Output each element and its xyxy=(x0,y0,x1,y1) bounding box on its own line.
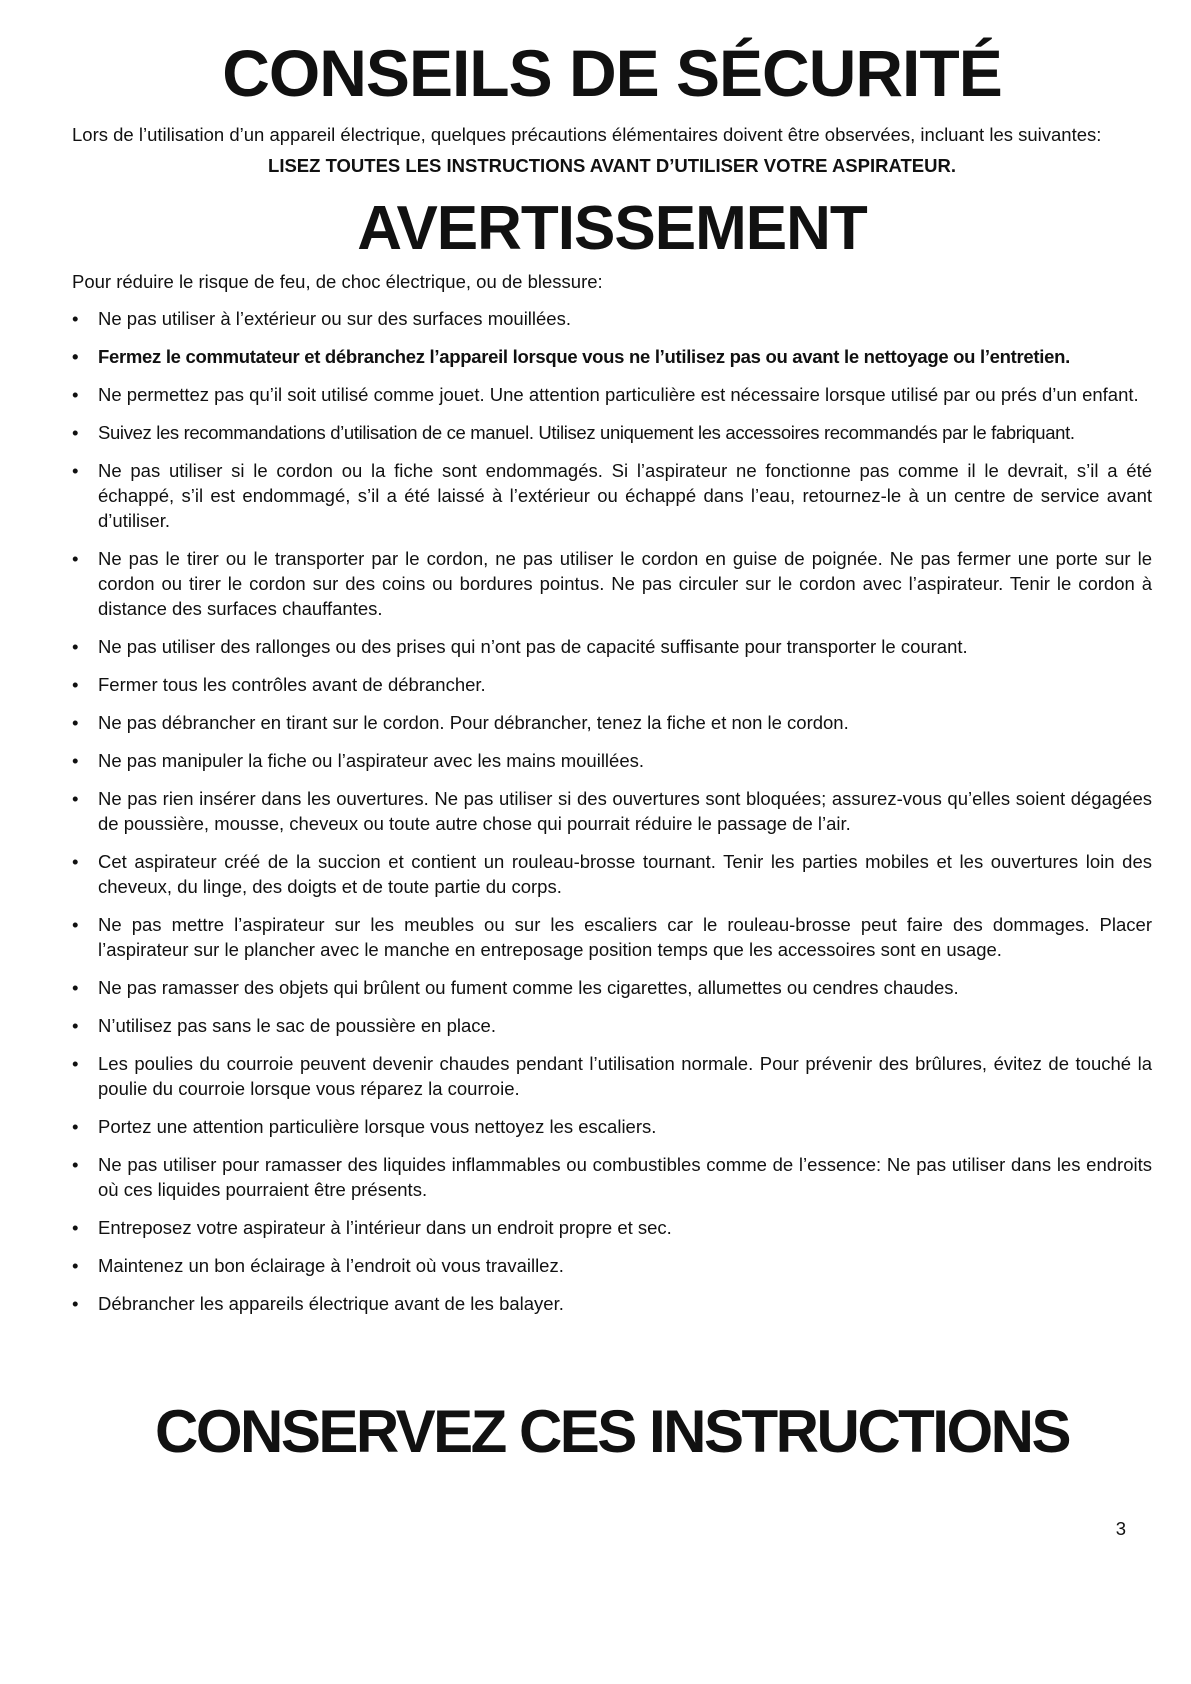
bullet-icon: • xyxy=(72,1015,79,1036)
bullet-icon: • xyxy=(72,851,79,872)
bullet-icon: • xyxy=(72,422,79,443)
list-item xyxy=(72,546,1152,621)
list-item xyxy=(72,912,1152,962)
list-item-text: Maintenez un bon éclairage à l’endroit où vous travaillez. xyxy=(98,1255,564,1276)
read-all-instructions: LISEZ TOUTES LES INSTRUCTIONS AVANT D’UTILISER VOTRE ASPIRATEUR. xyxy=(268,155,956,176)
list-item-text: Ne pas manipuler la fiche ou l’aspirateur avec les mains mouillées. xyxy=(98,750,645,771)
list-item-text: Les poulies du courroie peuvent devenir chaudes pendant l’utilisation normale. Pour prévenir des brûlures, évitez de touché la poulie du courroie lorsque vous réparez la courroie. xyxy=(98,1053,1152,1099)
list-item-text: Ne pas rien insérer dans les ouvertures. Ne pas utiliser si des ouvertures sont bloquées; assurez-vous qu’elles soient dégagées de poussière, mousse, cheveux ou toute autre chose qui pourrait réduire le passage de l’air. xyxy=(98,788,1152,834)
list-item-text: Fermez le commutateur et débranchez l’appareil lorsque vous ne l’utilisez pas ou avant le nettoyage ou l’entretien. xyxy=(98,346,1070,367)
list-item xyxy=(72,1152,1152,1202)
bullet-icon: • xyxy=(72,1255,79,1276)
list-item-text: Ne pas utiliser si le cordon ou la fiche sont endommagés. Si l’aspirateur ne fonctionne pas comme il le devrait, s’il a été échappé, s’il est endommagé, s’il a été laissé à l’extérieur ou échappé dans l’eau, retournez-le à un centre de service avant d’utiliser. xyxy=(98,460,1152,531)
list-item xyxy=(72,344,1152,369)
list-item-text: Débrancher les appareils électrique avant de les balayer. xyxy=(98,1293,564,1314)
list-item-text: Ne pas mettre l’aspirateur sur les meubles ou sur les escaliers car le rouleau-brosse peut faire des dommages. Placer l’aspirateur sur le plancher avec le manche en entreposage position temps que les accessoires sont en usage. xyxy=(98,914,1152,960)
list-item-text: Entreposez votre aspirateur à l’intérieur dans un endroit propre et sec. xyxy=(98,1217,672,1238)
list-item-text: Cet aspirateur créé de la succion et contient un rouleau-brosse tournant. Tenir les parties mobiles et les ouvertures loin des cheveux, du linge, des doigts et de toute partie du corps. xyxy=(98,851,1152,897)
list-item xyxy=(72,748,1152,773)
list-item xyxy=(72,975,1152,1000)
list-item-text: N’utilisez pas sans le sac de poussière en place. xyxy=(98,1015,496,1036)
list-item xyxy=(72,382,1152,407)
bullet-icon: • xyxy=(72,548,79,569)
bullet-icon: • xyxy=(72,308,79,329)
bullet-icon: • xyxy=(72,384,79,405)
list-item-text: Fermer tous les contrôles avant de débrancher. xyxy=(98,674,486,695)
bullet-icon: • xyxy=(72,1053,79,1074)
list-item xyxy=(72,1013,1152,1038)
bullet-icon: • xyxy=(72,460,79,481)
list-item xyxy=(72,1215,1152,1240)
bullet-icon: • xyxy=(72,1154,79,1175)
list-item xyxy=(72,710,1152,735)
keep-instructions-title: CONSERVEZ CES INSTRUCTIONS xyxy=(154,1398,1069,1465)
list-item-text: Portez une attention particulière lorsque vous nettoyez les escaliers. xyxy=(98,1116,657,1137)
list-item xyxy=(72,849,1152,899)
bullet-icon: • xyxy=(72,1116,79,1137)
list-item xyxy=(72,1253,1152,1278)
bullet-icon: • xyxy=(72,1217,79,1238)
list-item xyxy=(72,1051,1152,1101)
list-item xyxy=(72,634,1152,659)
list-item xyxy=(72,306,1152,331)
bullet-icon: • xyxy=(72,712,79,733)
list-item xyxy=(72,420,1152,445)
warning-intro: Pour réduire le risque de feu, de choc électrique, ou de blessure: xyxy=(72,271,603,292)
list-item xyxy=(72,1114,1152,1139)
list-item-text: Ne pas utiliser à l’extérieur ou sur des surfaces mouillées. xyxy=(98,308,571,329)
list-item xyxy=(72,786,1152,836)
list-item xyxy=(72,672,1152,697)
safety-list xyxy=(72,306,1152,1329)
page-number: 3 xyxy=(1115,1518,1126,1539)
bullet-icon: • xyxy=(72,1293,79,1314)
bullet-icon: • xyxy=(72,750,79,771)
warning-title: AVERTISSEMENT xyxy=(357,194,867,263)
bullet-icon: • xyxy=(72,346,79,367)
bullet-icon: • xyxy=(72,788,79,809)
bullet-icon: • xyxy=(72,914,79,935)
intro-text: Lors de l’utilisation d’un appareil électrique, quelques précautions élémentaires doivent être observées, incluant les suivantes: xyxy=(72,124,1102,145)
list-item-text: Ne permettez pas qu’il soit utilisé comme jouet. Une attention particulière est nécessaire lorsque utilisé par ou prés d’un enfant. xyxy=(98,384,1139,405)
bullet-icon: • xyxy=(72,636,79,657)
list-item-text: Ne pas le tirer ou le transporter par le cordon, ne pas utiliser le cordon en guise de poignée. Ne pas fermer une porte sur le cordon ou tirer le cordon sur des coins ou bordures pointus. Ne pas circuler sur le cordon avec l’aspirateur. Tenir le cordon à distance des surfaces chauffantes. xyxy=(98,548,1152,619)
bullet-icon: • xyxy=(72,674,79,695)
list-item-text: Ne pas débrancher en tirant sur le cordon. Pour débrancher, tenez la fiche et non le cordon. xyxy=(98,712,849,733)
list-item-text: Ne pas utiliser pour ramasser des liquides inflammables ou combustibles comme de l’essence: Ne pas utiliser dans les endroits où ces liquides pourraient être présents. xyxy=(98,1154,1152,1200)
list-item xyxy=(72,458,1152,533)
list-item-text: Ne pas utiliser des rallonges ou des prises qui n’ont pas de capacité suffisante pour transporter le courant. xyxy=(98,636,968,657)
page-title: CONSEILS DE SÉCURITÉ xyxy=(222,36,1002,110)
list-item-text: Suivez les recommandations d’utilisation de ce manuel. Utilisez uniquement les accessoires recommandés par le fabriquant. xyxy=(98,422,1075,443)
list-item xyxy=(72,1291,1152,1316)
bullet-icon: • xyxy=(72,977,79,998)
list-item-text: Ne pas ramasser des objets qui brûlent ou fument comme les cigarettes, allumettes ou cendres chaudes. xyxy=(98,977,959,998)
